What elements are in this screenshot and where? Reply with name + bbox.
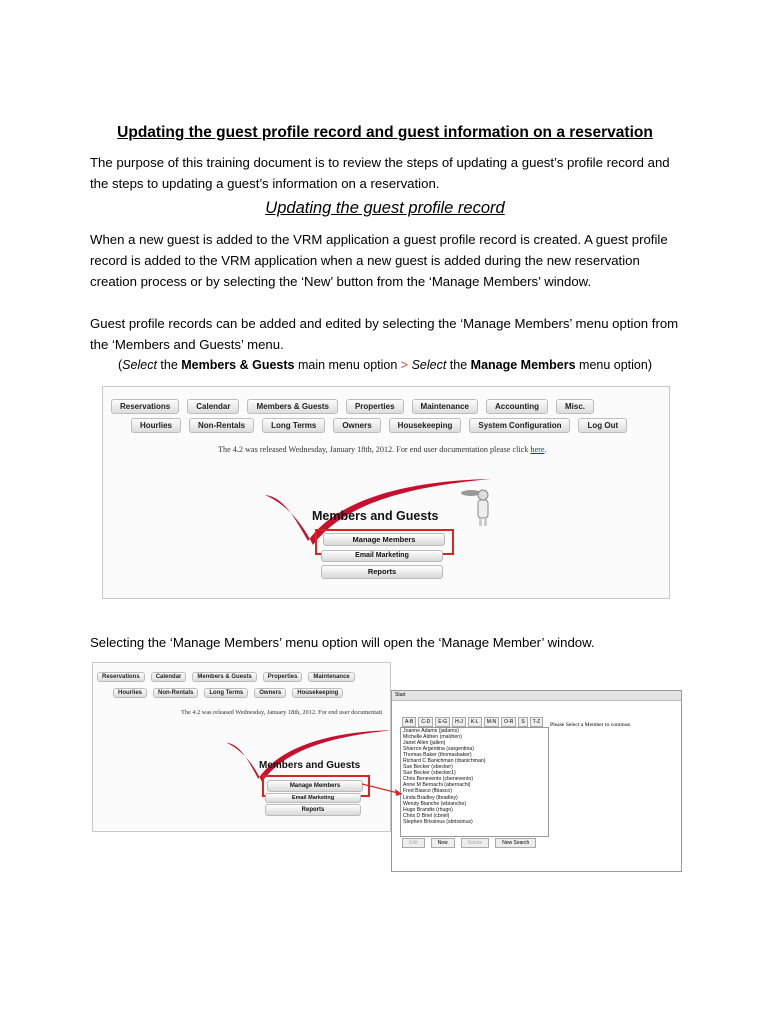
menu-members-guests[interactable]: Members & Guests <box>247 399 337 414</box>
paragraph-new-guest: When a new guest is added to the VRM application a guest profile record is created. A guest profile record is added to the VRM application when a new guest is added during the new reservation creation process or by selecting the ‘New’ button from the ‘Manage Members’ window. <box>90 232 668 289</box>
menu-long-terms[interactable]: Long Terms <box>262 418 325 433</box>
menu-calendar[interactable]: Calendar <box>187 399 239 414</box>
menu-long-terms-small[interactable]: Long Terms <box>204 688 248 698</box>
list-item[interactable]: Chris D Briel (cbriel) <box>403 812 450 819</box>
email-marketing-button[interactable]: Email Marketing <box>321 550 443 562</box>
screenshot-members-menu <box>102 386 670 599</box>
list-item[interactable]: Sue Becker (sbecker1) <box>403 770 456 777</box>
delete-button[interactable]: Delete <box>461 838 489 848</box>
menu-owners[interactable]: Owners <box>333 418 380 433</box>
alpha-tab-t-z[interactable]: T-Z <box>530 717 544 727</box>
menu-reservations[interactable]: Reservations <box>111 399 179 414</box>
list-item[interactable]: Michelle Aldren (maldren) <box>403 734 462 741</box>
alpha-tab-s[interactable]: S <box>518 717 527 727</box>
list-item[interactable]: Wendy Bianche (wbianche) <box>403 800 467 807</box>
list-item[interactable]: Thomas Baker (thomasbaker) <box>403 752 472 759</box>
document-title: Updating the guest profile record and guest information on a reservation <box>117 124 653 141</box>
menu-calendar-small[interactable]: Calendar <box>151 672 187 682</box>
menu-accounting[interactable]: Accounting <box>486 399 548 414</box>
waiter-figure-icon <box>461 485 499 527</box>
menu-non-rentals[interactable]: Non-Rentals <box>189 418 254 433</box>
main-menu-row1 <box>111 399 602 414</box>
alpha-tab-h-j[interactable]: H-J <box>452 717 466 727</box>
paragraph-open-window: Selecting the ‘Manage Members’ menu option will open the ‘Manage Member’ window. <box>90 635 595 650</box>
list-item[interactable]: Stephen Brissinus (sbrissinus) <box>403 818 473 825</box>
list-item[interactable]: Janet Allen (jallen) <box>403 740 446 747</box>
members-and-guests-title-small: Members and Guests <box>259 760 361 771</box>
main-menu-row2 <box>131 418 635 433</box>
alpha-tab-k-l[interactable]: K-L <box>468 717 482 727</box>
edit-button[interactable]: Edit <box>402 838 425 848</box>
menu-maintenance-small[interactable]: Maintenance <box>308 672 354 682</box>
alpha-tab-o-r[interactable]: O-R <box>501 717 516 727</box>
list-item[interactable]: Fred Biasco (fbiasco) <box>403 788 453 795</box>
manage-members-button[interactable]: Manage Members <box>323 533 445 546</box>
reports-button-small[interactable]: Reports <box>265 804 361 816</box>
menu-members-guests-small[interactable]: Members & Guests <box>192 672 256 682</box>
section-heading: Updating the guest profile record <box>265 199 505 217</box>
intro-paragraph: The purpose of this training document is to review the steps of updating a guest’s profile record and the steps to updating a guest’s information on a reservation. <box>90 155 670 191</box>
menu-housekeeping-small[interactable]: Housekeeping <box>292 688 343 698</box>
new-button[interactable]: New <box>431 838 455 848</box>
list-item[interactable]: Linda Bradley (lbradley) <box>403 794 458 801</box>
menu-housekeeping[interactable]: Housekeeping <box>389 418 462 433</box>
list-item[interactable]: Sue Becker (sbecker) <box>403 764 453 771</box>
list-item[interactable]: Sharron Argentina (sargentina) <box>403 746 474 753</box>
main-menu-row2-small <box>113 688 349 698</box>
reports-button[interactable]: Reports <box>321 565 443 579</box>
members-and-guests-title: Members and Guests <box>312 509 439 523</box>
member-action-buttons <box>402 838 542 848</box>
alpha-filter-tabs <box>402 717 545 727</box>
menu-misc[interactable]: Misc. <box>556 399 594 414</box>
menu-non-rentals-small[interactable]: Non-Rentals <box>153 688 198 698</box>
menu-system-configuration[interactable]: System Configuration <box>469 418 570 433</box>
new-search-button[interactable]: New Search <box>495 838 536 848</box>
manage-members-button-small[interactable]: Manage Members <box>267 780 363 792</box>
list-item[interactable]: Anne M Bernachi (abernachi) <box>403 782 471 789</box>
list-item[interactable]: Joanne Adams (jadams) <box>403 728 459 734</box>
release-notice: The 4.2 was released Wednesday, January 18th, 2012. For end user documentation please click here. <box>218 445 547 454</box>
alpha-tab-m-n[interactable]: M-N <box>484 717 499 727</box>
window-tab-start[interactable]: Start <box>392 691 681 701</box>
pointer-arrow-icon <box>360 780 410 800</box>
menu-properties-small[interactable]: Properties <box>263 672 303 682</box>
documentation-link[interactable]: here <box>530 445 545 454</box>
menu-owners-small[interactable]: Owners <box>254 688 286 698</box>
main-menu-row1-small <box>97 672 361 682</box>
menu-path-note: (Select the Members & Guests main menu option > Select the Manage Members menu option) <box>118 358 652 372</box>
member-list[interactable] <box>400 727 549 837</box>
menu-hourlies[interactable]: Hourlies <box>131 418 181 433</box>
menu-hourlies-small[interactable]: Hourlies <box>113 688 147 698</box>
alpha-tab-e-g[interactable]: E-G <box>435 717 450 727</box>
release-notice-small: The 4.2 was released Wednesday, January 18th, 2012. For end user documentati <box>181 709 383 716</box>
menu-maintenance[interactable]: Maintenance <box>412 399 478 414</box>
manage-member-window <box>391 690 682 872</box>
screenshot-members-menu-small <box>92 662 391 832</box>
alpha-tab-a-b[interactable]: A-B <box>402 717 416 727</box>
alpha-tab-c-d[interactable]: C-D <box>418 717 433 727</box>
select-member-prompt: Please Select a Member to continue. <box>550 722 632 728</box>
menu-reservations-small[interactable]: Reservations <box>97 672 145 682</box>
email-marketing-button-small[interactable]: Email Marketing <box>265 793 361 803</box>
list-item[interactable]: Richard C Banichman (rbanichman) <box>403 758 486 765</box>
list-item[interactable]: Hugo Brandts (rhugo) <box>403 806 453 813</box>
menu-log-out[interactable]: Log Out <box>578 418 627 433</box>
paragraph-manage-members: Guest profile records can be added and edited by selecting the ‘Manage Members’ menu option from the ‘Members and Guests’ menu. <box>90 316 679 352</box>
menu-properties[interactable]: Properties <box>346 399 404 414</box>
list-item[interactable]: Chris Benevento (cbenevento) <box>403 776 474 783</box>
checkmark-swoosh-logo-small <box>225 727 391 782</box>
